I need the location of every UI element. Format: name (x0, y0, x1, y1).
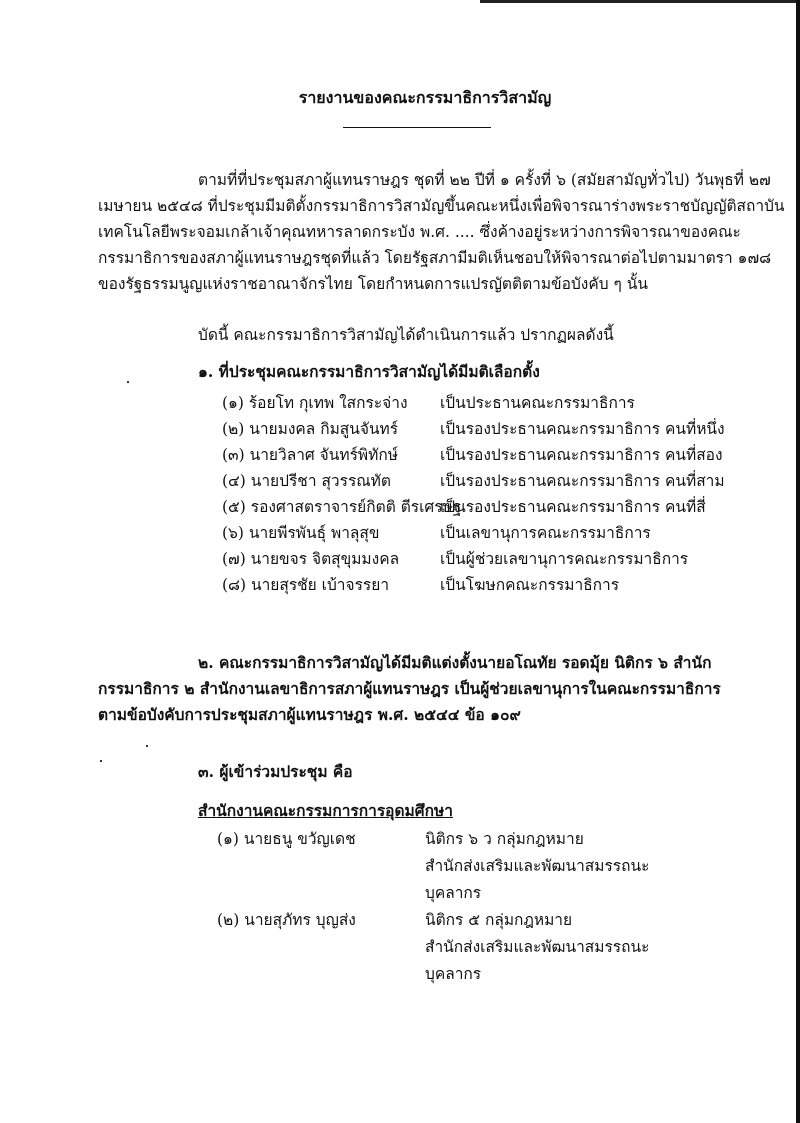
member-role: เป็นผู้ช่วยเลขานุการคณะกรรมาธิการ (440, 550, 689, 568)
intro-line-4: กรรมาธิการของสภาผู้แทนราษฎรชุดที่แล้ว โดยรัฐสภามีมติเห็นชอบให้พิจารณาต่อไปตามมาตรา ๑๗๘ (98, 249, 772, 267)
member-role: เป็นโฆษกคณะกรรมาธิการ (440, 576, 620, 594)
section2-line-3: ตามข้อบังคับการประชุมสภาผู้แทนราษฎร พ.ศ. ๒๕๔๔ ข้อ ๑๐๙ (98, 705, 521, 724)
member-role: เป็นรองประธานคณะกรรมาธิการ คนที่หนึ่ง (440, 420, 725, 438)
document-title: รายงานของคณะกรรมาธิการวิสามัญ (298, 88, 552, 107)
section3-heading: ๓. ผู้เข้าร่วมประชุม คือ (198, 762, 353, 781)
member-role: เป็นรองประธานคณะกรรมาธิการ คนที่สี่ (440, 498, 706, 516)
attendee-position: นิติกร ๖ ว กลุ่มกฎหมาย (425, 830, 584, 848)
result-line: บัดนี้ คณะกรรมาธิการวิสามัญได้ดำเนินการแล้ว ปรากฏผลดังนี้ (198, 326, 614, 344)
member-name: (๘) นายสุรชัย เบ้าจรรยา (222, 576, 390, 594)
intro-line-5: ของรัฐธรรมนูญแห่งราชอาณาจักรไทย โดยกำหนดการแปรญัตติตามข้อบังคับ ๆ นั้น (98, 275, 648, 293)
member-name: (๗) นายขจร จิตสุขุมมงคล (222, 550, 400, 568)
scan-speck (127, 381, 129, 383)
attendee-position: สำนักส่งเสริมและพัฒนาสมรรถนะ (425, 938, 650, 956)
member-name: (๓) นายวิลาศ จันทร์พิทักษ์ (222, 446, 398, 464)
attendee-position: สำนักส่งเสริมและพัฒนาสมรรถนะ (425, 857, 650, 875)
title-underline (343, 127, 491, 128)
intro-line-1: ตามที่ที่ประชุมสภาผู้แทนราษฎร ชุดที่ ๒๒ ปีที่ ๑ ครั้งที่ ๖ (สมัยสามัญทั่วไป) วันพุธที่ ๒๗ (198, 171, 771, 189)
member-role: เป็นประธานคณะกรรมาธิการ (440, 394, 635, 412)
intro-line-2: เมษายน ๒๕๔๘ ที่ประชุมมีมติตั้งกรรมาธิการวิสามัญขึ้นคณะหนึ่งเพื่อพิจารณาร่างพระราชบัญญัติสถาบัน (98, 197, 785, 215)
member-name: (๖) นายพีรพันธุ์ พาลุสุข (222, 524, 380, 542)
scan-speck (146, 745, 148, 747)
section1-heading: ๑. ที่ประชุมคณะกรรมาธิการวิสามัญได้มีมติเลือกตั้ง (198, 362, 540, 381)
member-name: (๔) นายปรีชา สุวรรณทัต (222, 472, 391, 490)
member-role: เป็นเลขานุการคณะกรรมาธิการ (440, 524, 651, 542)
member-role: เป็นรองประธานคณะกรรมาธิการ คนที่สอง (440, 446, 723, 464)
attendee-position: นิติกร ๕ กลุ่มกฎหมาย (425, 911, 573, 929)
attendee-position: บุคลากร (425, 884, 482, 902)
section2-line-1: ๒. คณะกรรมาธิการวิสามัญได้มีมติแต่งตั้งนายอโณทัย รอดมุ้ย นิติกร ๖ สำนัก (198, 653, 712, 672)
member-name: (๕) รองศาสตราจารย์กิตติ ตีรเศรษฐ (222, 498, 462, 516)
office-heading: สำนักงานคณะกรรมการการอุดมศึกษา (198, 801, 453, 820)
member-role: เป็นรองประธานคณะกรรมาธิการ คนที่สาม (440, 472, 725, 490)
member-name: (๒) นายมงคล กิมสูนจันทร์ (222, 420, 399, 438)
attendee-name: (๒) นายสุภัทร บุญส่ง (217, 911, 356, 929)
section2-line-2: กรรมาธิการ ๒ สำนักงานเลขาธิการสภาผู้แทนราษฎร เป็นผู้ช่วยเลขานุการในคณะกรรมาธิการ (98, 679, 721, 698)
scan-edge-top (480, 0, 800, 3)
attendee-name: (๑) นายธนู ขวัญเดช (217, 830, 356, 848)
attendee-position: บุคลากร (425, 965, 482, 983)
member-name: (๑) ร้อยโท กุเทพ ใสกระจ่าง (222, 394, 408, 412)
intro-line-3: เทคโนโลยีพระจอมเกล้าเจ้าคุณทหารลาดกระบัง พ.ศ. .... ซึ่งค้างอยู่ระหว่างการพิจารณาของคณะ (98, 223, 741, 241)
scan-edge-right (796, 0, 800, 1123)
scan-speck (100, 760, 102, 762)
